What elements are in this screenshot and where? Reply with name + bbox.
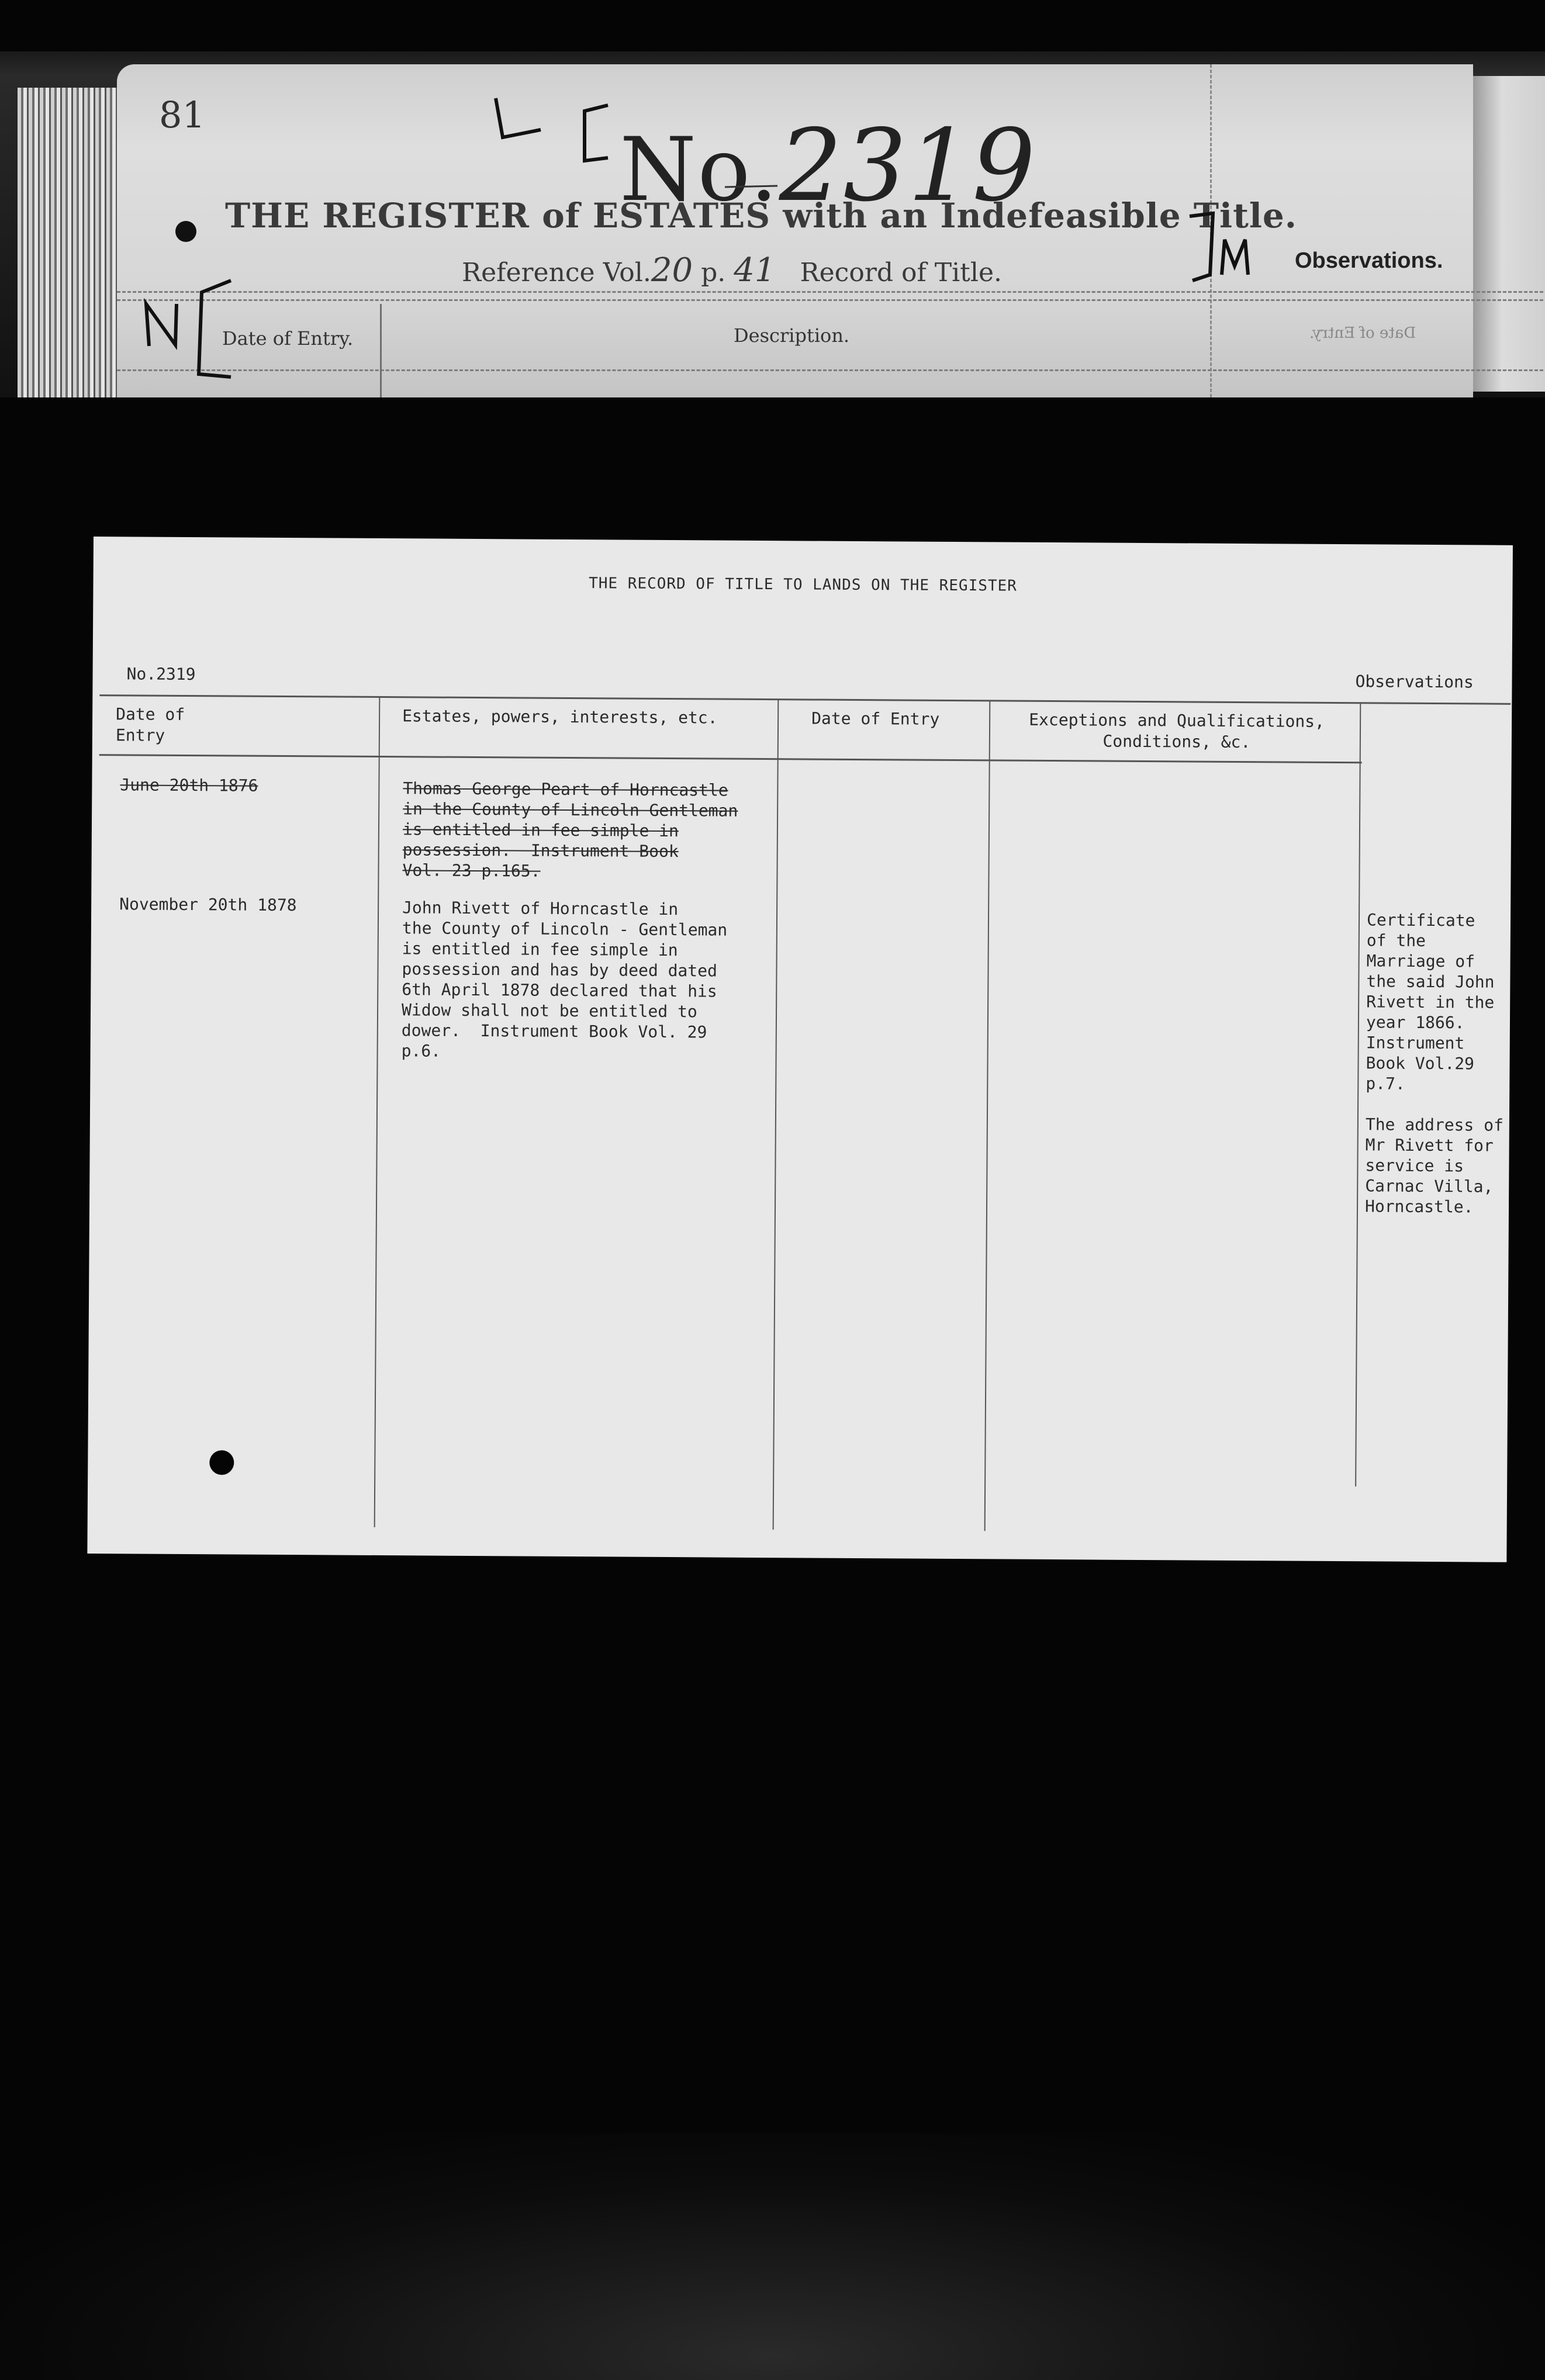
card-register-number: No.2319 [126,664,196,684]
entry-2-date: November 20th 1878 [119,894,297,915]
book-facing-page [1473,76,1545,392]
card-col-divider-1 [374,697,381,1527]
book-register-title: THE REGISTER of ESTATES with an Indefeasible Title. [225,196,1297,236]
reference-vol: 20 [651,251,693,289]
card-heading: THE RECORD OF TITLE TO LANDS ON THE REGISTER [589,575,1017,595]
scanner-background [0,2133,1545,2380]
observation-note-marriage: Certificate of the Marriage of the said John Rivett in the year 1866. Instrument Book Vol.29 p.7. [1366,910,1495,1094]
book-description-label: Description. [734,324,850,347]
book-column-rule [117,369,1543,371]
register-prefix: No. [620,119,779,221]
register-number-handwritten: 2319 [779,108,1037,224]
col-header-date-of-entry: Date of Entry [115,704,185,745]
col-header-exceptions: Exceptions and Qualifications, Conditions, &c. [1029,710,1325,752]
book-page-number: 81 [159,94,205,136]
card-header-top-rule [99,694,1511,705]
book-bleedthrough-text: Date of Entry. [1309,324,1416,342]
record-label: Record of Title. [800,258,1002,288]
book-reference-line [462,251,1002,289]
card-observations-label: Observations [1355,672,1474,692]
entry-2-text: John Rivett of Horncastle in the County of Lincoln - Gentleman is entitled in fee simple in possession and has by deed dated 6th April 1878 declared that his Widow shall not be entitled to dower. Instrument Book Vol. 29 p.6. [401,898,728,1061]
card-punch-hole [209,1450,234,1475]
entry-1-text: Thomas George Peart of Horncastle in the County of Lincoln Gentleman is entitled in fee simple in possession. Instrument Book Vol. 23 p.165. [402,779,738,881]
card-col-divider-4 [1355,703,1361,1486]
book-header-rule [117,291,1543,293]
col-header-date-of-entry-2: Date of Entry [811,708,940,729]
card-col-divider-3 [984,701,991,1531]
col-header-estates: Estates, powers, interests, etc. [402,706,718,728]
card-header-bottom-rule [99,754,1362,763]
reference-prefix: Reference Vol. [462,258,651,288]
book-date-of-entry-label: Date of Entry. [222,327,354,350]
entry-1-date: June 20th 1876 [120,775,258,795]
book-observations-label: Observations. [1295,248,1443,273]
observation-note-address: The address of Mr Rivett for service is Carnac Villa, Horncastle. [1364,1115,1504,1217]
book-page-edges [18,88,129,397]
book-punch-hole [175,221,196,242]
reference-page: 41 [734,251,776,289]
book-header-rule-2 [117,299,1543,301]
book-column-divider [380,304,382,397]
record-card [87,537,1513,1562]
reference-p-label: p. [701,258,726,288]
